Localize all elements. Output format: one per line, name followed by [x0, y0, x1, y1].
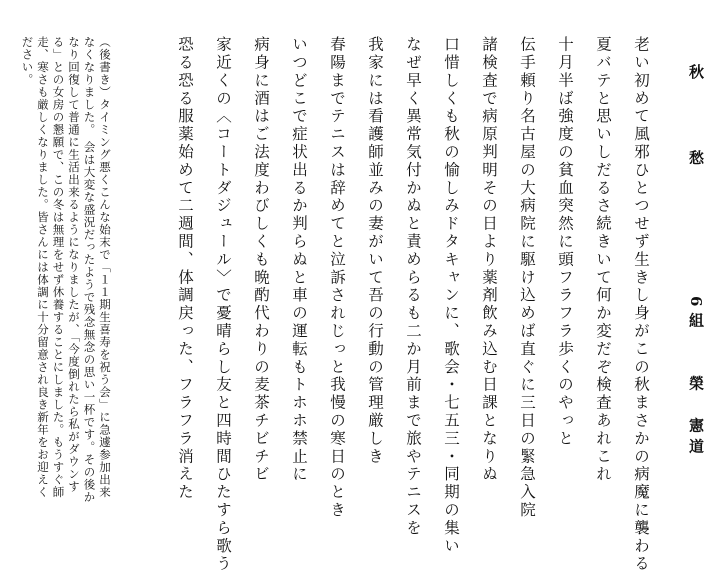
poem-line: 恐る恐る服薬始めて二週間、体調戻った、フラフラ消えた [176, 36, 194, 502]
poem-line: 病身に酒はご法度わびしくも晩酌代わりの麦茶チビチビ [252, 36, 270, 484]
poem-line: 我家には看護師並みの妻がいて吾の行動の管理厳しき [366, 36, 384, 466]
poem-line: 夏バテと思いしだるさ続きいて何か変だぞ検査あれこれ [594, 36, 612, 484]
author-name: 榮 憲道 [687, 375, 705, 460]
postscript-text: （後書き）タイミング悪くこんな始末で「１１期生喜寿を祝う会」に急遽参加出来なくなりました。 会は大変な盛況だったようで残念無念の思い一杯です。その後かなり回復して普通に生活出来るようになりましたが、「今度倒れたら私がダウンする」との女房の懇願で、この冬は無理をせず休養することにしました。もうすぐ師走、寒さも厳しくなりました。皆さんには体調に十分留意され良き新年をお迎えください。 [20, 36, 112, 504]
poem-title: 秋 愁 [687, 64, 705, 193]
poem-body [166, 36, 660, 573]
poem-line: 春陽までテニスは辞めてと泣訴されじっと我慢の寒日のとき [328, 36, 346, 520]
author-group: 6組 [687, 296, 705, 334]
poem-line: 伝手頼り名古屋の大病院に駆け込めば直ぐに三日の緊急入院 [518, 36, 536, 520]
poem-line: 口惜しくも秋の愉しみドタキャンに、歌会・七五三・同期の集い [442, 36, 460, 556]
poem-line: いつどこで症状出るか判らぬと車の運転もトホホ禁止に [290, 36, 308, 484]
poem-line: 十月半ば強度の貧血突然に頭フラフラ歩くのやっと [556, 36, 574, 448]
author-line [686, 296, 707, 459]
poem-line: 老い初めて風邪ひとつせず生きし身がこの秋まさかの病魔に襲わる [632, 36, 650, 573]
poem-line: 家近くの〈コートダジュール〉で憂晴らし友と四時間ひたすら歌う [214, 36, 232, 573]
poem-line: 諸検査で病原判明その日より薬剤飲み込む日課となりぬ [480, 36, 498, 484]
postscript [4, 36, 112, 506]
poem-line: なぜ早く異常気付かぬと責めらるも二か月前まで旅やテニスを [404, 36, 422, 538]
